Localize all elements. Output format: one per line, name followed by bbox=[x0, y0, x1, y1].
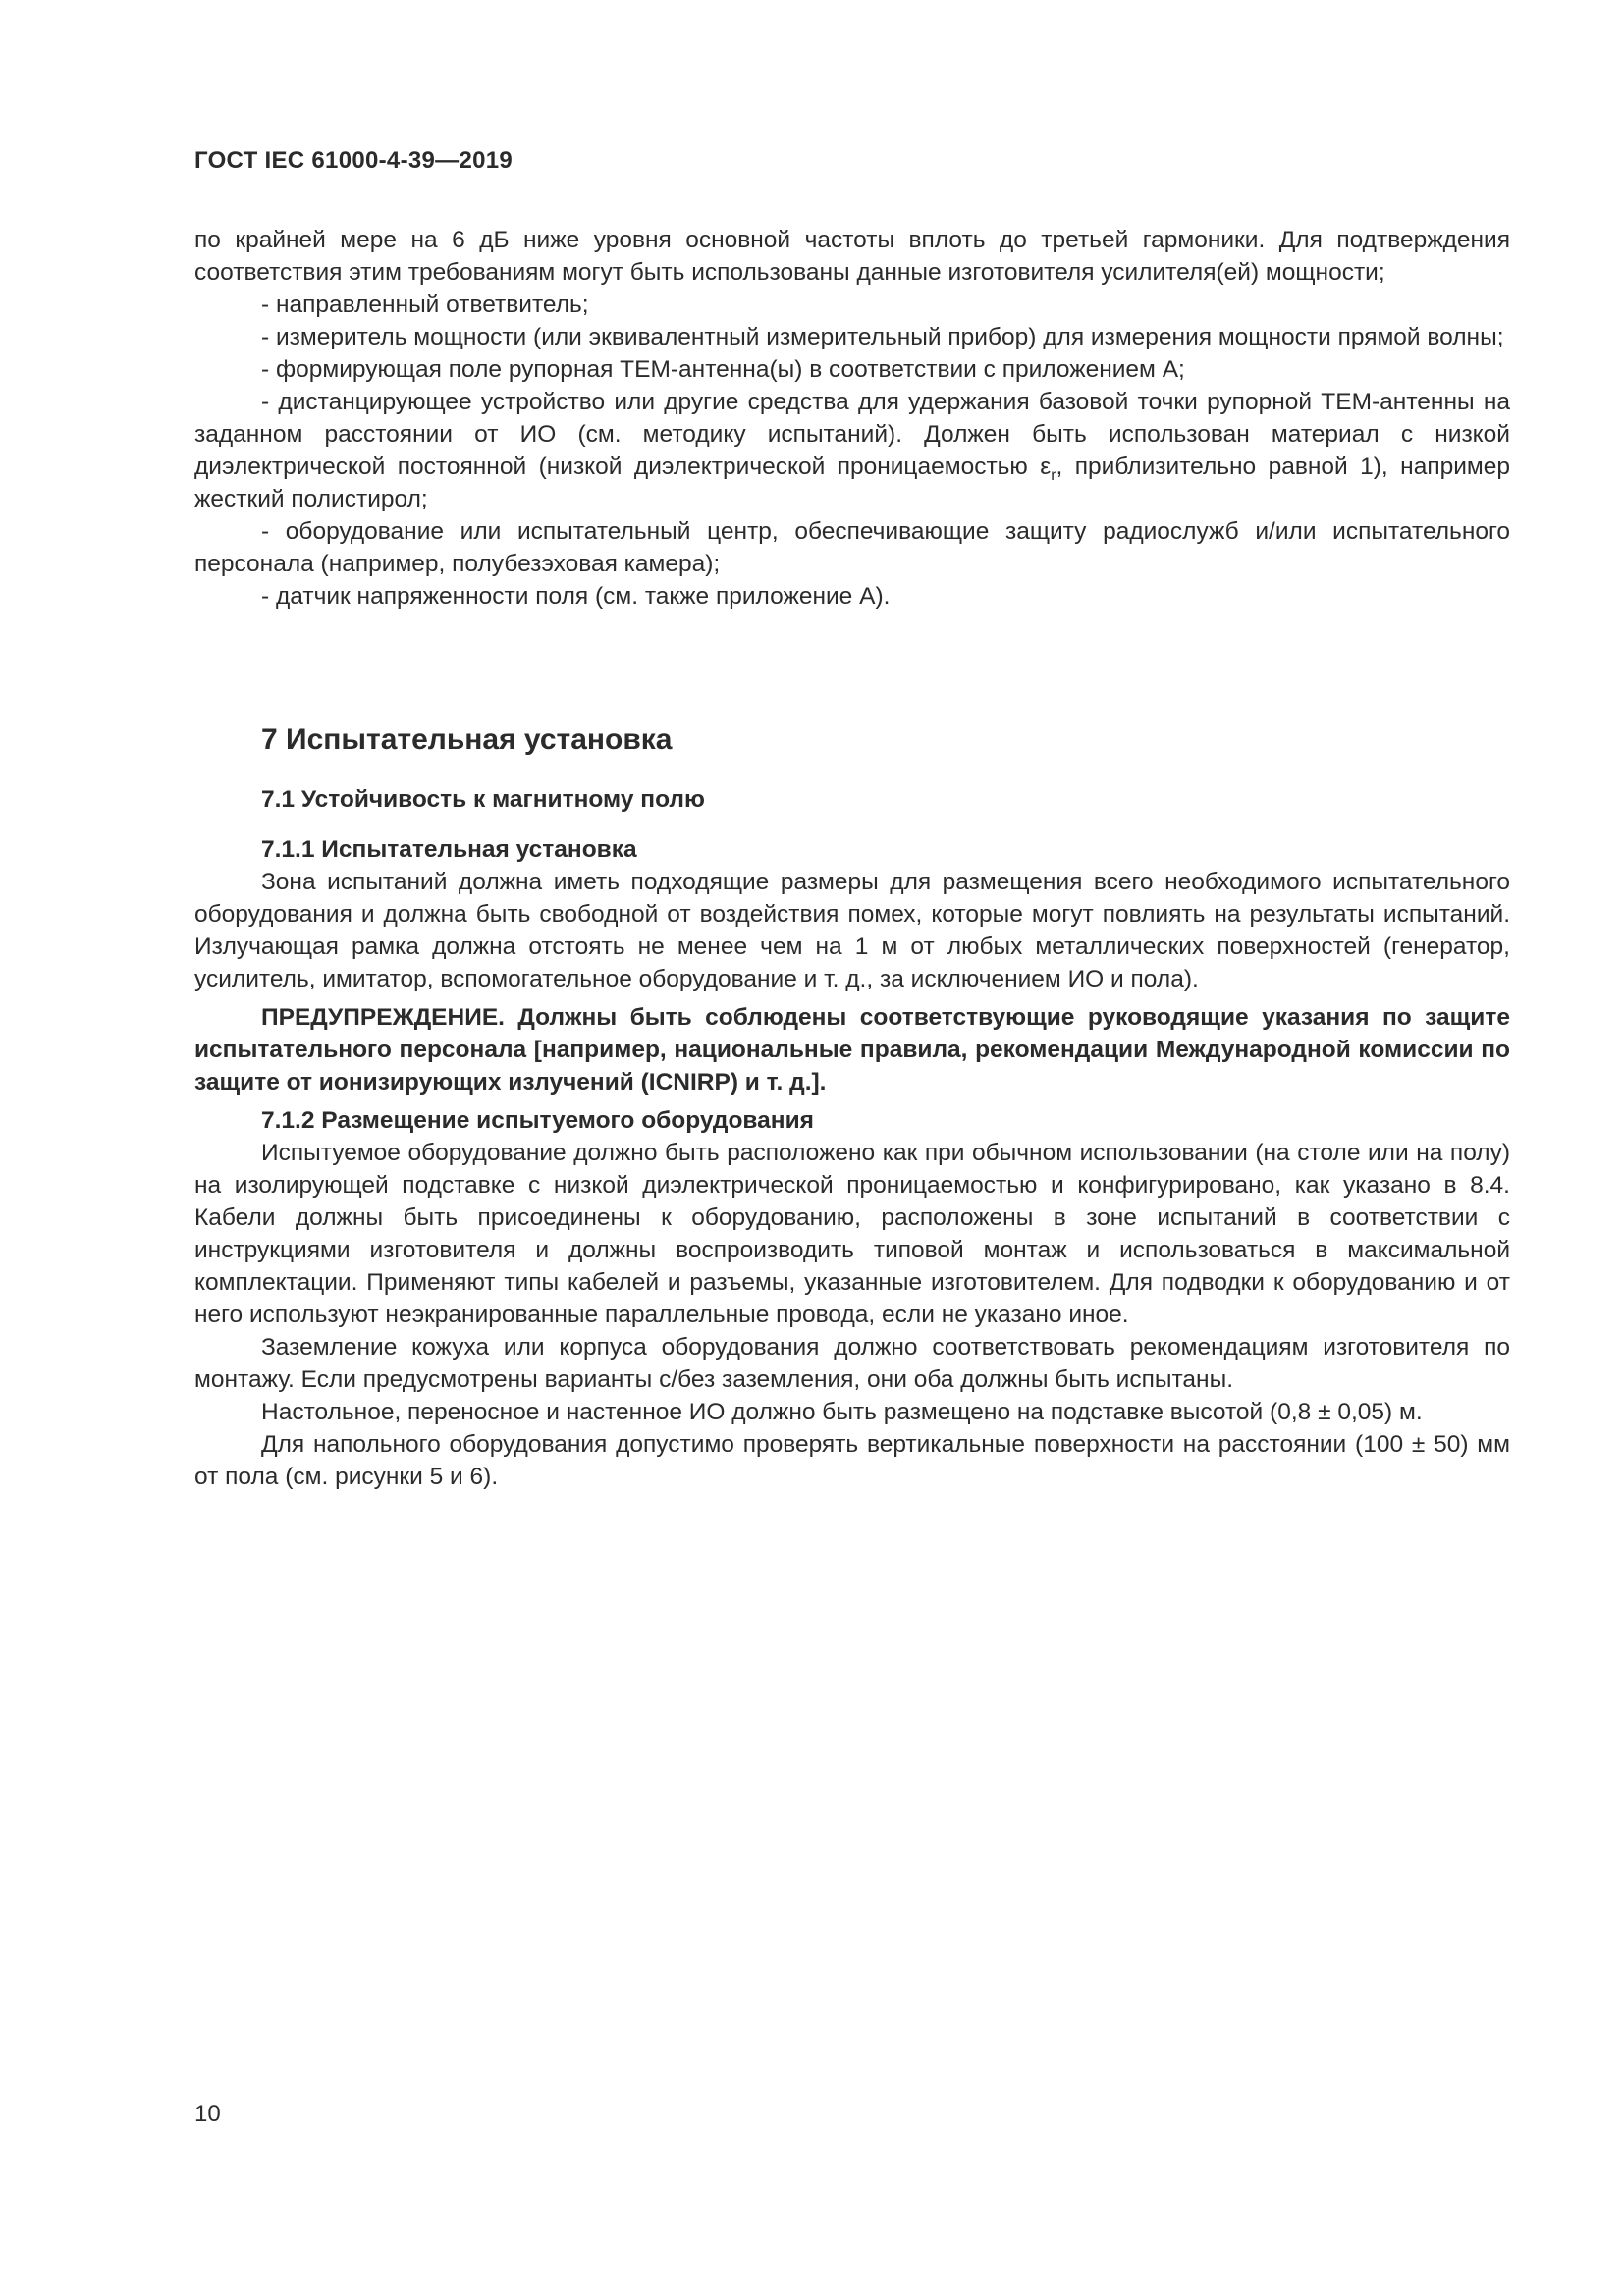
page-number: 10 bbox=[194, 2101, 221, 2127]
epsilon-subscript: r bbox=[1051, 466, 1056, 484]
warning-paragraph: ПРЕДУПРЕЖДЕНИЕ. Должны быть соблюдены соответствующие руководящие указания по защите испытательного персонала [например, национальные правила, рекомендации Международной комиссии по защите от ионизирующих излучений (ICNIRP) и т. д.]. bbox=[194, 1004, 1510, 1095]
list-item: - датчик напряженности поля (см. также приложение А). bbox=[261, 583, 891, 610]
body-paragraph: Испытуемое оборудование должно быть расположено как при обычном использовании (на столе или на полу) на изолирующей подставке с низкой диэлектрической проницаемостью и конфигурировано, как указано в 8.4. Кабели должны быть присоединены к оборудованию, расположены в зоне испытаний в соответствии с инструкциями изготовителя и должны воспроизводить типовой монтаж и использоваться в максимальной комплектации. Применяют типы кабелей и разъемы, указанные изготовителем. Для подводки к оборудованию и от него используют неэкранированные параллельные провода, если не указано иное. bbox=[194, 1140, 1510, 1328]
subsection-title: 7.1 Устойчивость к магнитному полю bbox=[261, 786, 705, 813]
subsubsection-title: 7.1.1 Испытательная установка bbox=[261, 836, 637, 863]
list-item: - измеритель мощности (или эквивалентный измерительный прибор) для измерения мощности прямой волны; bbox=[261, 324, 1504, 350]
list-item-tail: , приблизительно равной 1), например жесткий полистирол; bbox=[194, 454, 1511, 512]
body-paragraph: Зона испытаний должна иметь подходящие размеры для размещения всего необходимого испытательного оборудования и должна быть свободной от воздействия помех, которые могут повлиять на результаты испытаний. Излучающая рамка должна отстоять не менее чем на 1 м от любых металлических поверхностей (генератор, усилитель, имитатор, вспомогательное оборудование и т. д., за исключением ИО и пола). bbox=[194, 869, 1510, 992]
document-header: ГОСТ IEC 61000-4-39—2019 bbox=[194, 147, 514, 174]
subsubsection-title: 7.1.2 Размещение испытуемого оборудования bbox=[261, 1107, 814, 1134]
section-body bbox=[194, 833, 1510, 1493]
body-paragraph: Для напольного оборудования допустимо проверять вертикальные поверхности на расстоянии (100 ± 50) мм от пола (см. рисунки 5 и 6). bbox=[194, 1431, 1510, 1490]
body-paragraph: Заземление кожуха или корпуса оборудования должно соответствовать рекомендациям изготовителя по монтажу. Если предусмотрены варианты с/без заземления, они оба должны быть испытаны. bbox=[194, 1334, 1510, 1393]
list-item: - направленный ответвитель; bbox=[261, 292, 589, 318]
equipment-list-continuation bbox=[194, 224, 1510, 613]
body-paragraph: Настольное, переносное и настенное ИО должно быть размещено на подставке высотой (0,8 ± 0,05) м. bbox=[261, 1399, 1423, 1425]
list-item: - оборудование или испытательный центр, обеспечивающие защиту радиослужб и/или испытательного персонала (например, полубезэховая камера); bbox=[194, 518, 1510, 577]
list-item-text: - дистанцирующее устройство или другие средства для удержания базовой точки рупорной ТЕМ-антенны на заданном расстоянии от ИО (см. методику испытаний). Должен быть использован материал с низкой диэлектрической постоянной (низкой диэлектрической проницаемостью bbox=[194, 389, 1510, 480]
list-item: - формирующая поле рупорная ТЕМ-антенна(ы) в соответствии с приложением А; bbox=[261, 356, 1185, 383]
continuation-paragraph: по крайней мере на 6 дБ ниже уровня основной частоты вплоть до третьей гармоники. Для подтверждения соответствия этим требованиям могут быть использованы данные изготовителя усилителя(ей) мощности; bbox=[194, 227, 1510, 286]
epsilon-symbol: ε bbox=[1040, 454, 1052, 480]
list-item bbox=[194, 386, 1510, 515]
section-title: 7 Испытательная установка bbox=[261, 723, 673, 756]
